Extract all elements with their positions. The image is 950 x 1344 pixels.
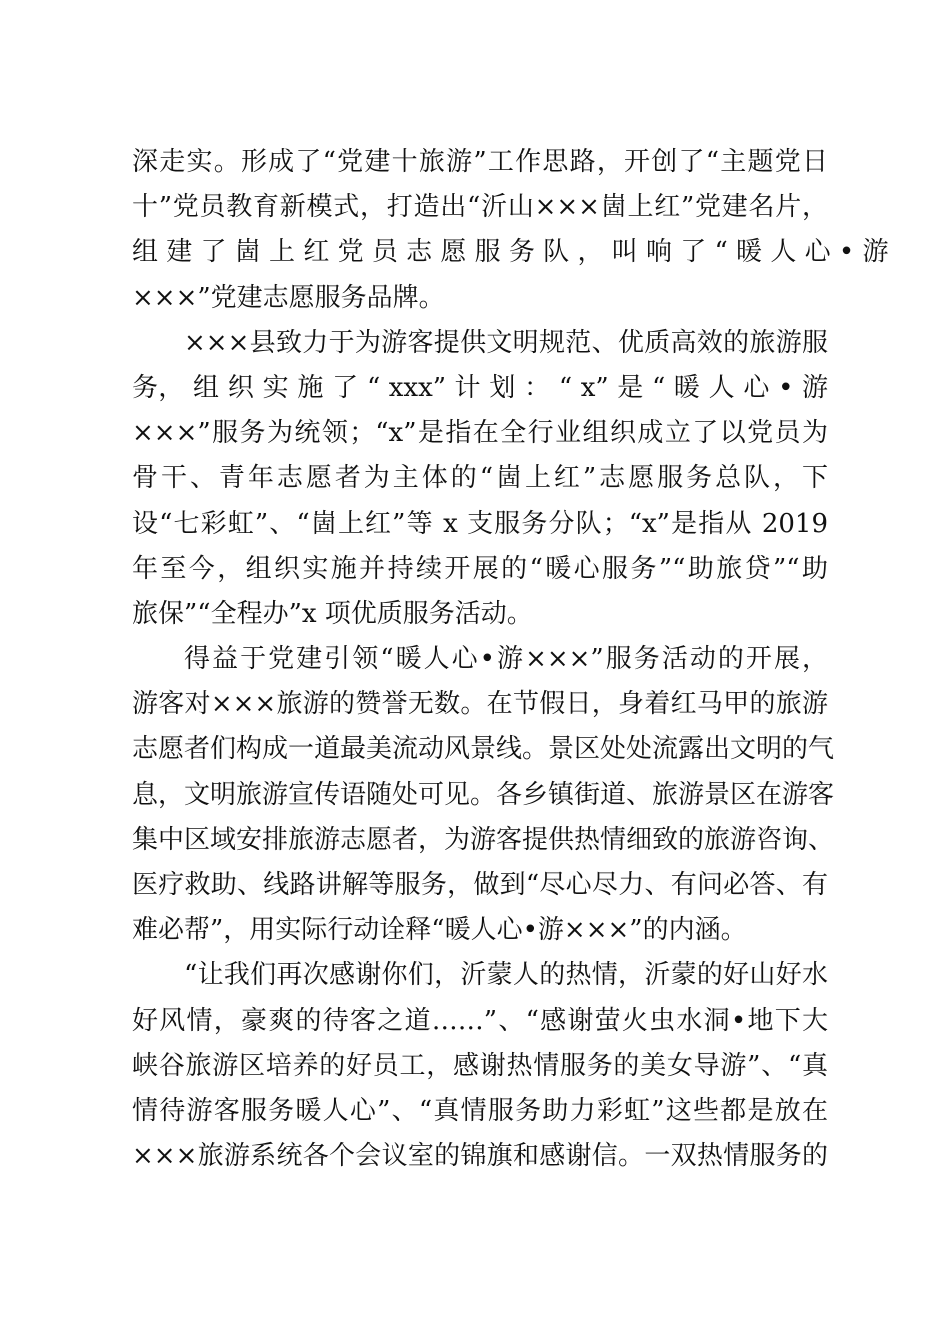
text-line: 难必帮”，用实际行动诠释“暖人心•游×××”的内涵。 — [132, 915, 747, 946]
text-line: 年至今，组织实施并持续开展的“暖心服务”“助旅贷”“助 — [132, 553, 828, 584]
paragraph-3 — [132, 637, 835, 953]
text-line: 十”党员教育新模式，打造出“沂山×××崮上红”党建名片， — [132, 192, 828, 223]
text-line: 得益于党建引领“暖人心•游×××”服务活动的开展， — [184, 644, 828, 675]
text-line: 设“七彩虹”、“崮上红”等 x 支服务分队；“x”是指从 2019 — [132, 508, 828, 539]
text-line: 组 建 了 崮 上 红 党 员 志 愿 服 务 队 ， 叫 响 了 “ 暖 人 心 • 游 — [132, 237, 889, 268]
text-line: 游客对×××旅游的赞誉无数。在节假日，身着红马甲的旅游 — [132, 689, 828, 720]
text-line: 志愿者们构成一道最美流动风景线。景区处处流露出文明的气 — [132, 734, 835, 765]
text-line: ×××旅游系统各个会议室的锦旗和感谢信。一双热情服务的 — [132, 1141, 828, 1172]
text-line: ×××”服务为统领；“x”是指在全行业组织成立了以党员为 — [132, 418, 828, 449]
text-line: 务， 组 织 实 施 了 “ xxx” 计 划 ： “ x” 是 “ 暖 人 心 • 游 — [132, 372, 828, 403]
text-line: 息，文明旅游宣传语随处可见。各乡镇街道、旅游景区在游客 — [132, 779, 835, 810]
text-line: 峡谷旅游区培养的好员工，感谢热情服务的美女导游”、“真 — [132, 1050, 828, 1081]
text-line: 集中区域安排旅游志愿者，为游客提供热情细致的旅游咨询、 — [132, 824, 835, 855]
paragraph-2 — [132, 321, 828, 637]
text-line: 旅保”“全程办”x 项优质服务活动。 — [132, 598, 533, 629]
paragraph-1 — [132, 140, 889, 321]
text-line: 深走实。形成了“党建十旅游”工作思路，开创了“主题党日 — [132, 147, 828, 177]
text-line: “让我们再次感谢你们，沂蒙人的热情，沂蒙的好山好水 — [184, 960, 828, 991]
body-text — [132, 140, 889, 1179]
paragraph-4 — [132, 953, 828, 1179]
text-line: 情待游客服务暖人心”、“真情服务助力彩虹”这些都是放在 — [132, 1095, 828, 1126]
text-line: 骨干、青年志愿者为主体的“崮上红”志愿服务总队，下 — [132, 463, 828, 494]
text-line: ×××”党建志愿服务品牌。 — [132, 282, 445, 313]
text-line: ×××县致力于为游客提供文明规范、优质高效的旅游服 — [184, 327, 828, 358]
text-line: 好风情，豪爽的待客之道……”、“感谢萤火虫水洞•地下大 — [132, 1005, 828, 1036]
text-line: 医疗救助、线路讲解等服务，做到“尽心尽力、有问必答、有 — [132, 870, 828, 900]
